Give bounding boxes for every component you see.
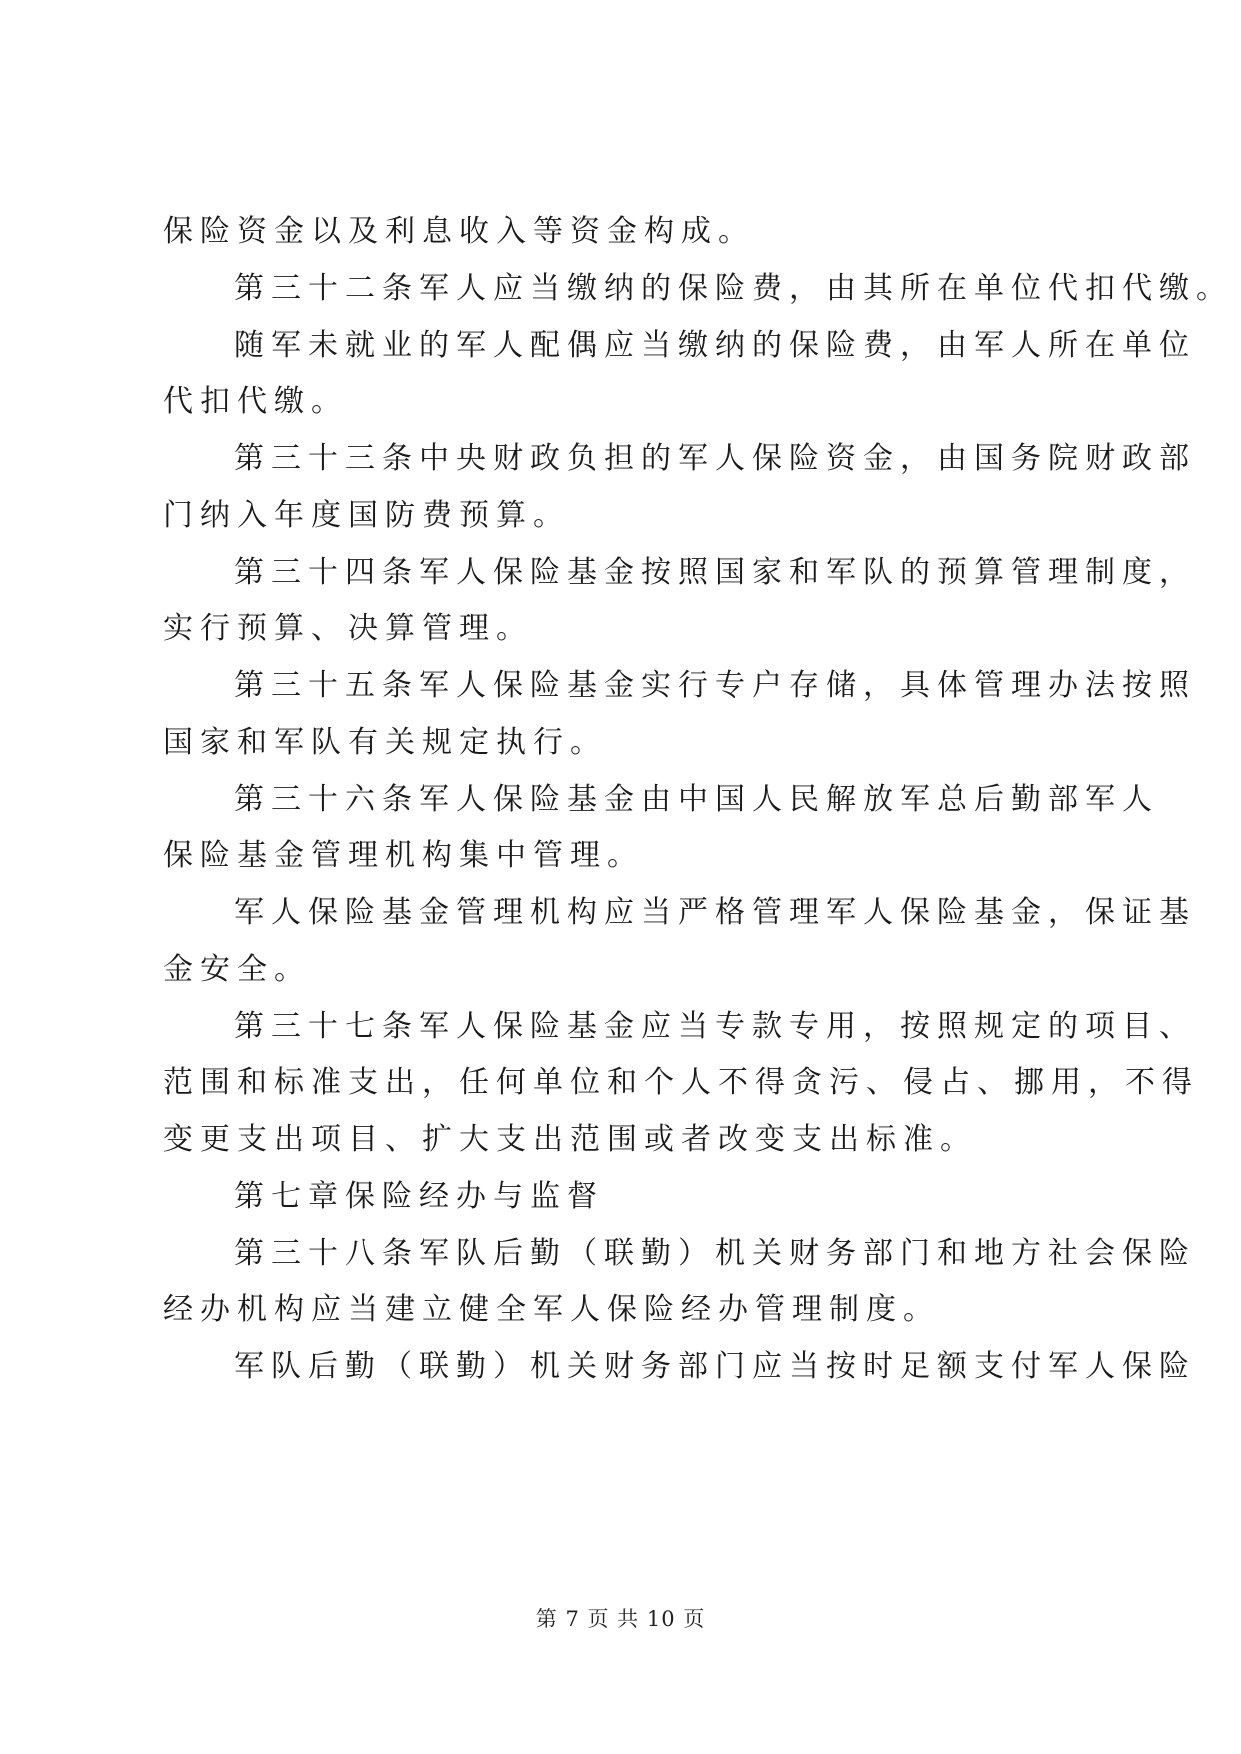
text-line: 第三十四条军人保险基金按照国家和军队的预算管理制度， [234, 555, 1196, 590]
text-line: 保险基金管理机构集中管理。 [163, 838, 644, 873]
text-line: 第三十二条军人应当缴纳的保险费，由其所在单位代扣代缴。 [234, 271, 1233, 306]
text-line: 保险资金以及利息收入等资金构成。 [163, 214, 755, 249]
page-footer: 第 7 页 共 10 页 [535, 1607, 706, 1631]
text-line: 实行预算、决算管理。 [163, 611, 533, 646]
text-line: 第三十五条军人保险基金实行专户存储，具体管理办法按照 [234, 668, 1196, 703]
text-line: 国家和军队有关规定执行。 [163, 725, 607, 760]
text-line: 军人保险基金管理机构应当严格管理军人保险基金，保证基 [234, 895, 1196, 930]
text-line: 第三十七条军人保险基金应当专款专用，按照规定的项目、 [234, 1009, 1196, 1044]
text-line: 第三十三条中央财政负担的军人保险资金，由国务院财政部 [234, 441, 1196, 476]
text-line: 变更支出项目、扩大支出范围或者改变支出标准。 [163, 1122, 977, 1157]
text-line: 随军未就业的军人配偶应当缴纳的保险费，由军人所在单位 [234, 328, 1196, 363]
chapter-heading: 第七章保险经办与监督 [234, 1179, 604, 1214]
text-line: 范围和标准支出，任何单位和个人不得贪污、侵占、挪用，不得 [163, 1065, 1199, 1100]
text-line: 第三十六条军人保险基金由中国人民解放军总后勤部军人 [234, 782, 1159, 817]
text-line: 经办机构应当建立健全军人保险经办管理制度。 [163, 1292, 940, 1327]
text-line: 第三十八条军队后勤（联勤）机关财务部门和地方社会保险 [234, 1236, 1196, 1271]
text-line: 金安全。 [163, 952, 311, 987]
text-line: 军队后勤（联勤）机关财务部门应当按时足额支付军人保险 [234, 1349, 1196, 1384]
text-line: 代扣代缴。 [163, 384, 348, 419]
text-line: 门纳入年度国防费预算。 [163, 498, 570, 533]
